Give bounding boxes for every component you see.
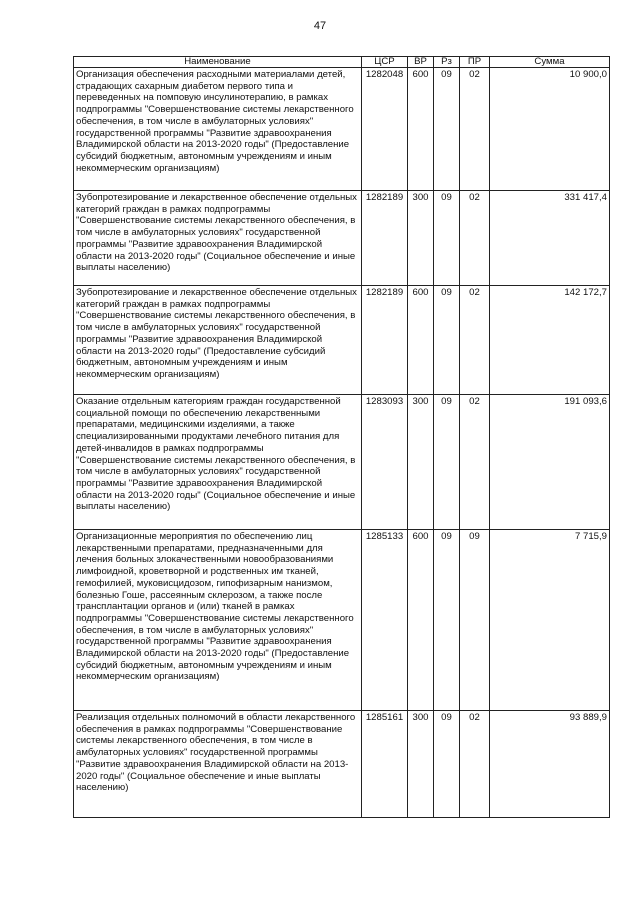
header-rz: Рз [434,57,460,68]
row-rz: 09 [434,191,460,286]
row-pr: 02 [460,711,490,818]
row-vr: 300 [408,395,434,530]
header-name: Наименование [74,57,362,68]
row-vr: 600 [408,286,434,395]
row-csr: 1285133 [362,530,408,711]
table-row [74,395,610,530]
row-sum: 331 417,4 [490,191,610,286]
header-vr: ВР [408,57,434,68]
row-name: Организационные мероприятия по обеспечению лиц лекарственными препаратами, предназначенными для лечения больных злокачественными новообразованиями лимфоидной, кроветворной и родственных им тканей, гемофилией, муковисцидозом, гипофизарным нанизмом, болезнью Гоше, рассеянным склерозом, а также после трансплантации органов и (или) тканей в рамках подпрограммы "Совершенствование системы лекарственного обеспечения, в том числе в амбулаторных условиях" государственной программы "Развитие здравоохранения Владимирской области на 2013-2020 годы" (Предоставление субсидий бюджетным, автономным учреждениям и иным некоммерческим организациям) [74,530,362,711]
header-sum: Сумма [490,57,610,68]
row-sum: 93 889,9 [490,711,610,818]
row-csr: 1282189 [362,286,408,395]
table-row [74,530,610,711]
header-csr: ЦСР [362,57,408,68]
row-sum: 7 715,9 [490,530,610,711]
row-name: Организация обеспечения расходными материалами детей, страдающих сахарным диабетом первого типа и переведенных на помповую инсулинотерапию, в рамках подпрограммы "Совершенствование системы лекарственного обеспечения, в том числе в амбулаторных условиях" государственной программы "Развитие здравоохранения Владимирской области на 2013-2020 годы" (Предоставление субсидий бюджетным, автономным учреждениям и иным некоммерческим организациям) [74,68,362,191]
row-vr: 600 [408,530,434,711]
page-number: 47 [313,20,327,32]
row-csr: 1282048 [362,68,408,191]
row-rz: 09 [434,68,460,191]
budget-table [73,56,610,818]
row-csr: 1282189 [362,191,408,286]
row-pr: 02 [460,395,490,530]
row-sum: 142 172,7 [490,286,610,395]
row-name: Зубопротезирование и лекарственное обеспечение отдельных категорий граждан в рамках подпрограммы "Совершенствование системы лекарственного обеспечения, в том числе в амбулаторных условиях" государственной программы "Развитие здравоохранения Владимирской области на 2013-2020 годы" (Предоставление субсидий бюджетным, автономным учреждениям и иным некоммерческим организациям) [74,286,362,395]
row-rz: 09 [434,286,460,395]
row-pr: 02 [460,191,490,286]
table-row [74,68,610,191]
row-name: Зубопротезирование и лекарственное обеспечение отдельных категорий граждан в рамках подпрограммы "Совершенствование системы лекарственного обеспечения, в том числе в амбулаторных условиях" государственной программы "Развитие здравоохранения Владимирской области на 2013-2020 годы" (Социальное обеспечение и иные выплаты населению) [74,191,362,286]
row-pr: 02 [460,286,490,395]
header-pr: ПР [460,57,490,68]
row-rz: 09 [434,395,460,530]
row-vr: 300 [408,191,434,286]
row-pr: 09 [460,530,490,711]
table-header-row [74,57,610,68]
table-row [74,711,610,818]
row-rz: 09 [434,711,460,818]
row-pr: 02 [460,68,490,191]
row-name: Реализация отдельных полномочий в области лекарственного обеспечения в рамках подпрограммы "Совершенствование системы лекарственного обеспечения, в том числе в амбулаторных условиях" государственной программы "Развитие здравоохранения Владимирской области на 2013-2020 годы" (Социальное обеспечение и иные выплаты населению) [74,711,362,818]
table-row [74,191,610,286]
row-vr: 300 [408,711,434,818]
row-sum: 10 900,0 [490,68,610,191]
row-csr: 1285161 [362,711,408,818]
row-name: Оказание отдельным категориям граждан государственной социальной помощи по обеспечению лекарственными препаратами, медицинскими изделиями, а также специализированными продуктами лечебного питания для детей-инвалидов в рамках подпрограммы "Совершенствование системы лекарственного обеспечения, в том числе в амбулаторных условиях" государственной программы "Развитие здравоохранения Владимирской области на 2013-2020 годы" (Социальное обеспечение и иные выплаты населению) [74,395,362,530]
row-csr: 1283093 [362,395,408,530]
row-sum: 191 093,6 [490,395,610,530]
row-vr: 600 [408,68,434,191]
table-row [74,286,610,395]
row-rz: 09 [434,530,460,711]
